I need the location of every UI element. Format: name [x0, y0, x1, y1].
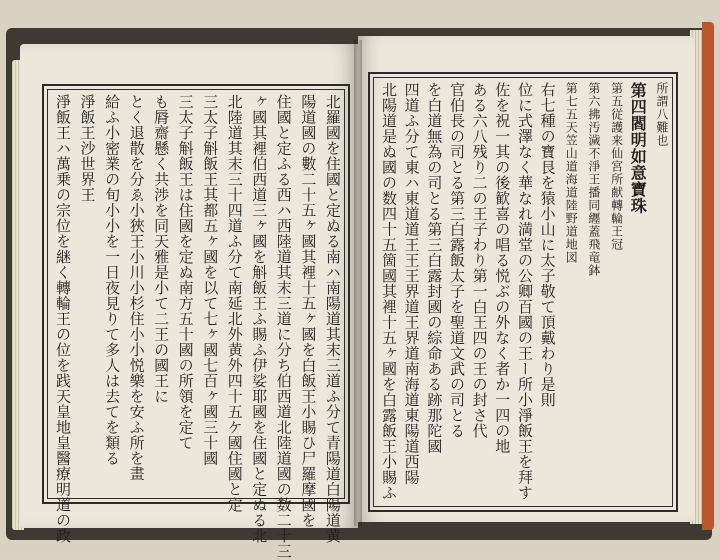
book-spine-fold	[354, 40, 362, 526]
text-column: 第七五天笠山道海道陸野道地図	[564, 82, 579, 264]
text-column: 北陸道其末三十四道ふ分て南延北外黄外四十五ケ國住國と定	[225, 94, 244, 513]
text-column: 三太子斛飯王は住國を定ぬ南方五十國の所領を定て	[176, 94, 195, 451]
text-column: 所謂八難也	[654, 82, 669, 147]
text-column: 四道ふ分て東ハ東道道王王王界道王界道南海道東陽道西陽	[402, 82, 421, 485]
text-column: も脣齋懸く共渉を同天雅是小て二王の國王に	[152, 94, 171, 404]
text-column: 第六拂汚濊不淨王播同纒蓋飛竜鉢	[586, 82, 601, 277]
text-column: ヶ國其裡伯西道三ヶ國を斛飯王ふ賜ふ伊娑耶國を住國と定ぬる北	[250, 94, 269, 544]
text-column: 北羅國を住國と定ぬる南ハ南陽道其末三道ふ分て青陽道白陽道黄	[323, 94, 342, 544]
left-page-columns	[52, 94, 342, 559]
text-column: 佐を祝一其の後歓喜の唱る悦ぶの外なく者か一四の地	[493, 82, 512, 454]
text-column: 三太子斛飯王其都五ヶ國を以て七ヶ國七百ヶ國三十國	[201, 94, 220, 466]
left-page-text-frame	[42, 84, 350, 559]
right-page-text-frame	[368, 72, 678, 512]
text-column: 淨飯王沙世界王	[78, 94, 97, 203]
text-column: 第五従護来仙宮所献轉輪王冠	[609, 82, 624, 251]
text-column: 淨飯王ハ萬乗の宗位を継く轉輪王の位を践天皇地皇醫療明道の政	[54, 94, 72, 544]
text-column: 位に式澤なく華なれ満堂の公卿百國の王ー所小淨飯王を拜す	[515, 82, 534, 501]
text-column: 第四閻明如意寶珠	[628, 82, 648, 214]
text-column: を白道無為の司とる第三白露封國の綜命ある跡那陀國	[425, 82, 444, 454]
text-column: 給ふ小密業の旬小小を一日夜見りて多人は去てを類る	[103, 94, 122, 466]
text-column: 陽道國の數二十五ヶ國其裡十五ヶ國を白飯王小賜ひ尸羅摩國を	[299, 94, 318, 528]
text-column: とく退散を分ゑ小狹王小川小杉住小小悦樂を安ふ所を畫	[127, 94, 146, 482]
book-cover-edge	[702, 22, 714, 530]
text-column: 右七種の寶艮を猿小山に太子敬て頂戴わり是則	[538, 82, 557, 408]
text-column: 北陽道是ぬ國の数四十五箇國其裡十五ヶ國を白露飯王小賜ふ	[380, 82, 398, 501]
text-column: ある六八残り二の王子わり第一白王四の王の封さ代	[470, 82, 489, 439]
text-column: 住國と定ふる西ハ西陸道其末三道に分ち伯西道北陸道國の数二十三	[274, 94, 293, 559]
text-column: 官伯長の司とる第三白露飯太子を聖道文武の司とる	[447, 82, 466, 439]
right-page-columns	[378, 82, 668, 502]
